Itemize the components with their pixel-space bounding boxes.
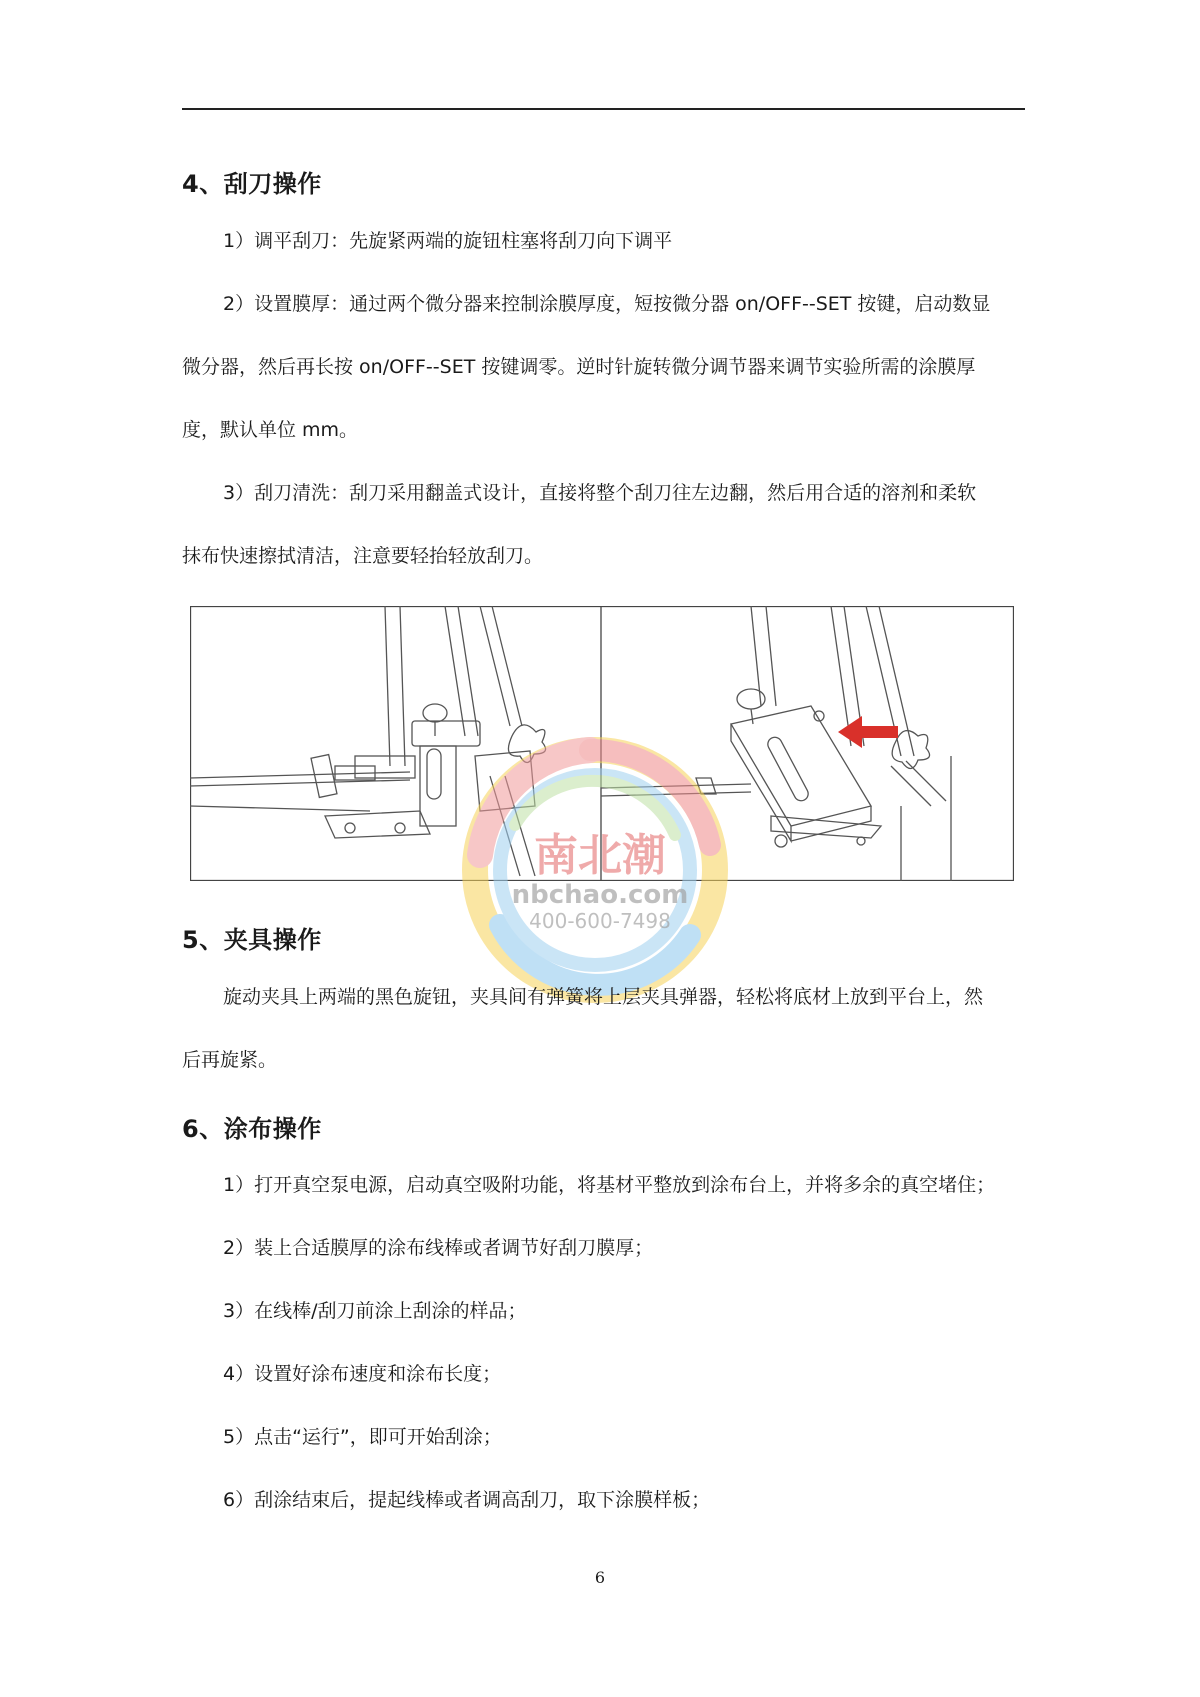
- right-panel-blade-drawing: [601, 606, 951, 881]
- watermark-phone-text: 400-600-7498: [529, 909, 671, 933]
- s6-step-6: 6）刮涂结束后，提起线棒或者调高刮刀，取下涂膜样板；: [223, 1489, 711, 1511]
- s4-step-1: 1）调平刮刀：先旋紧两端的旋钮柱塞将刮刀向下调平: [223, 230, 673, 252]
- header-rule: [182, 108, 1025, 110]
- s4-step-3-line-2: 抹布快速擦拭清洁，注意要轻抬轻放刮刀。: [182, 545, 544, 567]
- s6-step-4: 4）设置好涂布速度和涂布长度；: [223, 1363, 502, 1385]
- s4-step-3-line-1: 3）刮刀清洗：刮刀采用翻盖式设计，直接将整个刮刀往左边翻，然后用合适的溶剂和柔软: [223, 482, 977, 504]
- s6-step-3: 3）在线棒/刮刀前涂上刮涂的样品；: [223, 1300, 527, 1322]
- s5-para-line-1: 旋动夹具上两端的黑色旋钮，夹具间有弹簧将上层夹具弹器，轻松将底材上放到平台上，然: [223, 986, 984, 1008]
- watermark-cn-text: 南北潮: [534, 830, 666, 881]
- left-panel-blade-drawing: [190, 606, 546, 876]
- s4-step-2-line-1: 2）设置膜厚：通过两个微分器来控制涂膜厚度，短按微分器 on/OFF--SET 按键，启动数显: [223, 293, 991, 315]
- section-6-title: 6、涂布操作: [182, 1115, 322, 1143]
- s4-step-2-line-2: 微分器，然后再长按 on/OFF--SET 按键调零。逆时针旋转微分调节器来调节实验所需的涂膜厚: [182, 356, 976, 378]
- section-5-title: 5、夹具操作: [182, 926, 322, 954]
- s6-step-5: 5）点击“运行”，即可开始刮涂；: [223, 1426, 502, 1448]
- s6-step-1: 1）打开真空泵电源，启动真空吸附功能，将基材平整放到涂布台上，并将多余的真空堵住；: [223, 1174, 996, 1196]
- page-number: 6: [594, 1568, 606, 1587]
- watermark-site-text: nbchao.com: [511, 880, 689, 910]
- s6-step-2: 2）装上合适膜厚的涂布线棒或者调节好刮刀膜厚；: [223, 1237, 654, 1259]
- s5-para-line-2: 后再旋紧。: [182, 1049, 278, 1071]
- section-4-title: 4、刮刀操作: [182, 170, 322, 198]
- s4-step-2-line-3: 度，默认单位 mm。: [182, 419, 359, 441]
- blade-diagram-figure: [190, 606, 1014, 881]
